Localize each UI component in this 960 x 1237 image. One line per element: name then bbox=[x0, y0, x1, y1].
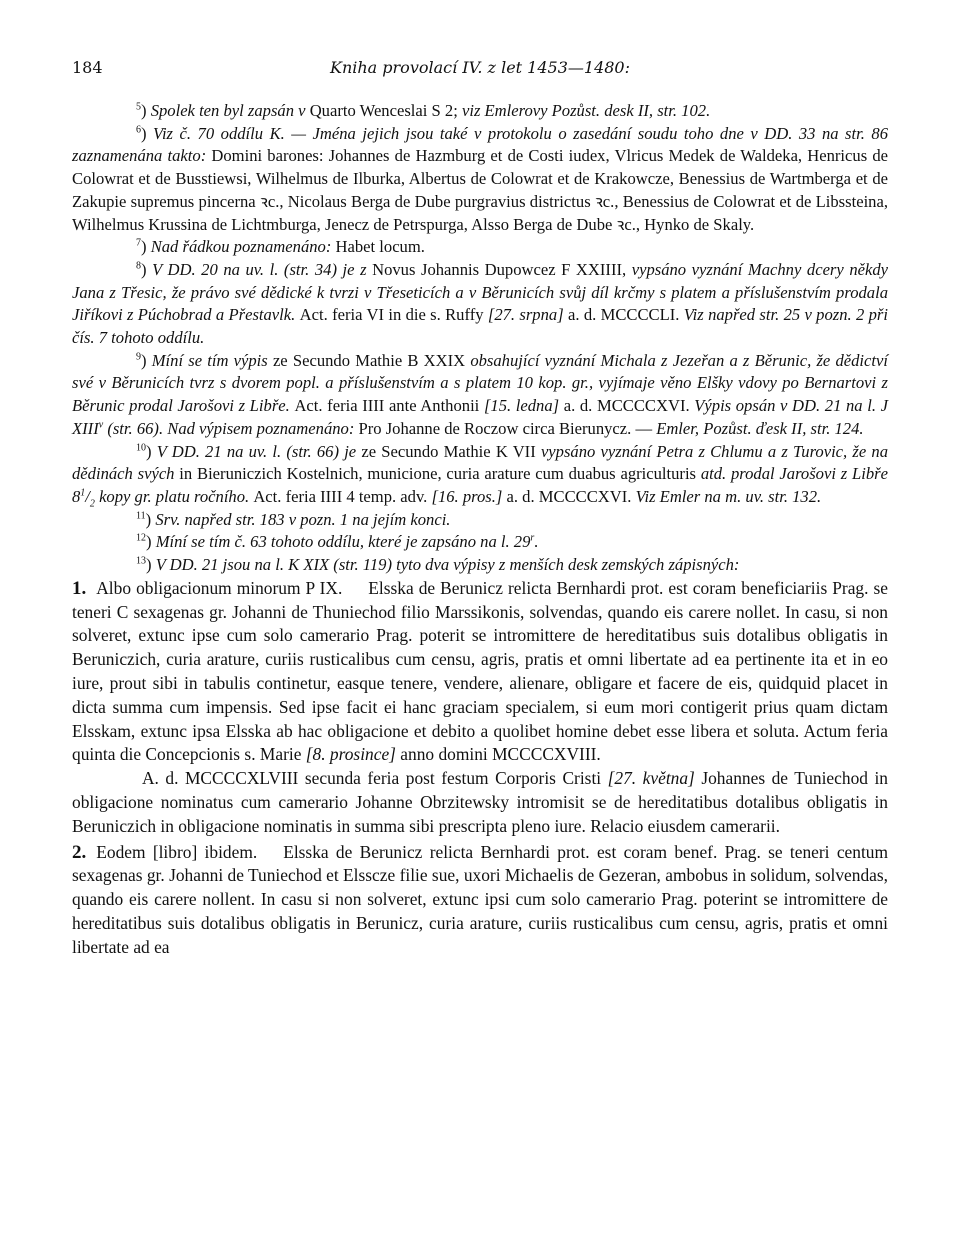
footnote-marker: 11 bbox=[136, 510, 146, 522]
text-run: [16. pros.] bbox=[431, 486, 507, 506]
text-run: obsahující vyznání Michala z Jezeřan a z Běrunic, že dědictví své v Běrunicích tvrz s dvorem popl. a příslušenstvím a s platem 10 kop. gr., vyjímaje věno Elšky vdovy po Bernartovi z Běrunic prodal Jarošovi z Libře. bbox=[72, 350, 888, 416]
footnote bbox=[72, 100, 888, 123]
text-run: Elsska de Berunicz relicta Bernhardi prot. est coram benef. Prag. se teneri centum sexagenas gr. Johanni de Tuniechod et Elsscze filie sue, uxori Michaelis de Gezeran, ambobus in solidum, solvendas, quando eis carere nollent. In casu si non solveret, extunc ipsi cum solo camerario Prag. poterint se intromittere de hereditatibus suis dotalibus obligatis in Berunicz, curia arature, curiis rusticalibus cum censu, agris, pratis et omni libertate ad ea bbox=[72, 841, 889, 957]
text-run: atd. prodal Jarošovi z Libře 8 bbox=[72, 464, 888, 506]
footnote-marker-paren: ) bbox=[141, 350, 152, 370]
footnote-marker-paren: ) bbox=[141, 101, 151, 120]
entries-section bbox=[72, 577, 888, 962]
footnote-marker: 12 bbox=[136, 532, 146, 544]
text-run: Viz č. 70 oddílu K. — Jména jejich jsou také v protokolu o zasedání soudu toho dne v DD. 33 na str. 86 zaznamenána takto: bbox=[72, 123, 888, 166]
text-run: v bbox=[98, 419, 104, 431]
text-run: Quarto Wenceslai S 2; bbox=[309, 101, 462, 120]
text-run: 1 bbox=[80, 487, 86, 499]
text-run: Spolek ten byl zapsán v bbox=[150, 101, 310, 120]
page-number: 184 bbox=[72, 58, 103, 77]
footnote-marker: 7 bbox=[136, 237, 141, 249]
text-run: vypsáno vyznání Machny dcery někdy Jana z Třesic, že právo své dědické k tvrzi v Třeseticích a v Běrunicích svůj díl krčmy s platem a příslušenstvím prodala Jiříkovi z Púchobrad a Přestavlk. bbox=[72, 259, 889, 325]
running-title: Kniha provolací IV. z let 1453—1480: bbox=[329, 58, 630, 77]
footnote bbox=[72, 554, 888, 577]
footnote bbox=[72, 236, 888, 259]
footnote bbox=[72, 531, 888, 554]
text-run: a. d. MCCCCLI. bbox=[567, 305, 684, 325]
text-run: V DD. 21 na uv. l. (str. 66) je bbox=[156, 441, 362, 461]
text-run: Johannes de Tuniechod in obligacione nominatus cum camerario Johanne Obrzitewsky intromisit se de hereditatibus dotalibus obligatis in Beruniczich in obligacione nominatis in summa sibi prescripta pleno iure. Relacio eiusdem camerarii. bbox=[72, 768, 888, 836]
footnote-marker-paren: ) bbox=[141, 259, 153, 279]
footnote-marker: 10 bbox=[136, 442, 146, 454]
text-run: Pro Johanne de Roczow circa Bierunycz. — bbox=[358, 418, 657, 438]
page-header bbox=[72, 58, 888, 88]
footnote bbox=[72, 123, 888, 237]
text-run: Výpis opsán v DD. 21 na l. J XIII bbox=[72, 396, 888, 438]
text-run: 2 bbox=[89, 498, 95, 510]
text-run: V DD. 21 jsou na l. K XIX (str. 119) tyto dva výpisy z menších desk zemských zápisných: bbox=[155, 555, 740, 575]
text-run: Elsska de Berunicz relicta Bernhardi prot. est coram beneficiariis Prag. se teneri C sexagenas gr. Johanni de Thuniechod filio Marssikonis, solvendas, quando eis carere nollet. In casu, si non solveret, extunc ipse cum solo camerario Prag. poterit se intromittere de hereditatibus suis dotalibus obligatis in Beruniczich, curia arature, curiis rusticalibus cum censu, agris, pratis et omni libertate ad ea pertinente ita et in eo iure, prout sibi in tabulis continetur, easque tenere, vendere, alienare, obligare et facere de eis, quidquid placet in dicta summa cum impensis. Sed ipse facit ei hanc graciam specialem, si eum mori contigerit prius quam dictam Elsskam, extunc ipsa Elsska ab hac obligacione et debito a quolibet homine debet esse libera et soluta. Actum feria quinta die Concepcionis s. Marie bbox=[72, 577, 888, 765]
footnote-marker: 13 bbox=[136, 555, 146, 567]
text-run: anno domini MCCCCXVIII. bbox=[400, 744, 601, 765]
text-run: Viz napřed str. 25 v pozn. 2 při čís. 7 tohoto oddílu. bbox=[72, 305, 888, 348]
text-run: V DD. 20 na uv. l. (str. 34) je z bbox=[152, 259, 373, 279]
footnote-marker: 8 bbox=[136, 260, 141, 272]
footnote-marker-paren: ) bbox=[146, 555, 156, 575]
entry-source: Albo obligacionum minorum P IX. bbox=[96, 577, 343, 598]
entry-paragraph bbox=[72, 577, 888, 767]
footnote-marker-paren: ) bbox=[141, 123, 154, 143]
footnote-marker: 5 bbox=[136, 101, 141, 113]
text-run: . bbox=[534, 532, 539, 552]
text-run: [27. května] bbox=[607, 768, 702, 789]
text-run: (str. 66). Nad výpisem poznamenáno: bbox=[103, 418, 359, 438]
text-run: Srv. napřed str. 183 v pozn. 1 na jejím konci. bbox=[155, 509, 451, 529]
text-run: Nad řádkou poznamenáno: bbox=[150, 237, 336, 257]
footnote-marker: 9 bbox=[136, 351, 141, 363]
entry-paragraph bbox=[72, 841, 888, 960]
text-run: ze Secundo Mathie B XXIX bbox=[272, 350, 471, 370]
text-run: ze Secundo Mathie K VII bbox=[361, 441, 541, 461]
entry-continuation bbox=[72, 767, 888, 838]
text-run: Act. feria IIII 4 temp. adv. bbox=[253, 486, 432, 506]
entry-gap bbox=[72, 960, 888, 962]
text-run: Novus Johannis Dupowcez F XXIIII, bbox=[372, 259, 632, 279]
footnote-marker-paren: ) bbox=[145, 509, 156, 529]
text-run: a. d. MCCCCXVI. bbox=[563, 396, 695, 416]
text-run: Domini barones: Johannes de Hazmburg et de Costi iudex, Vlricus Medek de Waldeka, Henricus de Colowrat et de Busstiewsi, Wilhelmus de Ilburka, Albertus de Colowrat et de Krakowcze, Benessius de Wartmberga et de Zakupie supremus pincerna ꝛc., Nicolaus Berga de Dube purgravius districtus ꝛc., Benessius de Colowrat et de Libssteina, Wilhelmus Krussina de Lichtmburga, Jenecz de Petrspurga, Alsso Berga de Dube ꝛc., Hynko de Skaly. bbox=[72, 146, 888, 234]
text-run: [27. srpna] bbox=[487, 305, 568, 325]
text-run: Emler, Pozůst. ďesk II, str. 124. bbox=[656, 418, 864, 438]
text-run: r bbox=[530, 532, 535, 544]
text-run: Act. feria IIII ante Anthonii bbox=[294, 396, 484, 416]
text-run: Habet locum. bbox=[335, 237, 425, 257]
footnote bbox=[72, 350, 888, 441]
footnote bbox=[72, 441, 888, 509]
text-run: in Bieruniczich Kostelnich, municione, curia arature cum duabus agriculturis bbox=[179, 464, 701, 484]
footnote-marker-paren: ) bbox=[141, 237, 151, 257]
text-run: A. d. MCCCCXLVIII secunda feria post festum Corporis Cristi bbox=[142, 768, 608, 789]
text-run: [8. prosince] bbox=[305, 744, 401, 765]
footnote-marker-paren: ) bbox=[146, 532, 156, 552]
footnote bbox=[72, 509, 888, 532]
text-run: Act. feria VI in die s. Ruffy bbox=[299, 305, 488, 325]
entry-number: 2. bbox=[72, 841, 87, 863]
text-run: [15. ledna] bbox=[483, 396, 564, 416]
text-run: Viz Emler na m. uv. str. 132. bbox=[635, 486, 822, 506]
entry-number: 1. bbox=[72, 577, 87, 599]
text-run: vypsáno vyznání Petra z Chlumu a z Turovic, že na dědinách svých bbox=[72, 441, 888, 484]
text-run: Míní se tím výpis bbox=[151, 350, 273, 370]
text-run: kopy gr. platu ročního. bbox=[94, 486, 254, 506]
text-run: a. d. MCCCCXVI. bbox=[506, 486, 636, 506]
text-run: / bbox=[85, 486, 90, 506]
text-run: Míní se tím č. 63 tohoto oddílu, které je zapsáno na l. 29 bbox=[155, 532, 531, 552]
footnote-marker: 6 bbox=[136, 124, 141, 136]
text-run: viz Emlerovy Pozůst. desk II, str. 102. bbox=[461, 101, 711, 120]
entry-source: Eodem [libro] ibidem. bbox=[96, 841, 258, 862]
footnote bbox=[72, 259, 888, 350]
footnote-marker-paren: ) bbox=[146, 441, 157, 461]
footnotes-section bbox=[72, 100, 888, 577]
